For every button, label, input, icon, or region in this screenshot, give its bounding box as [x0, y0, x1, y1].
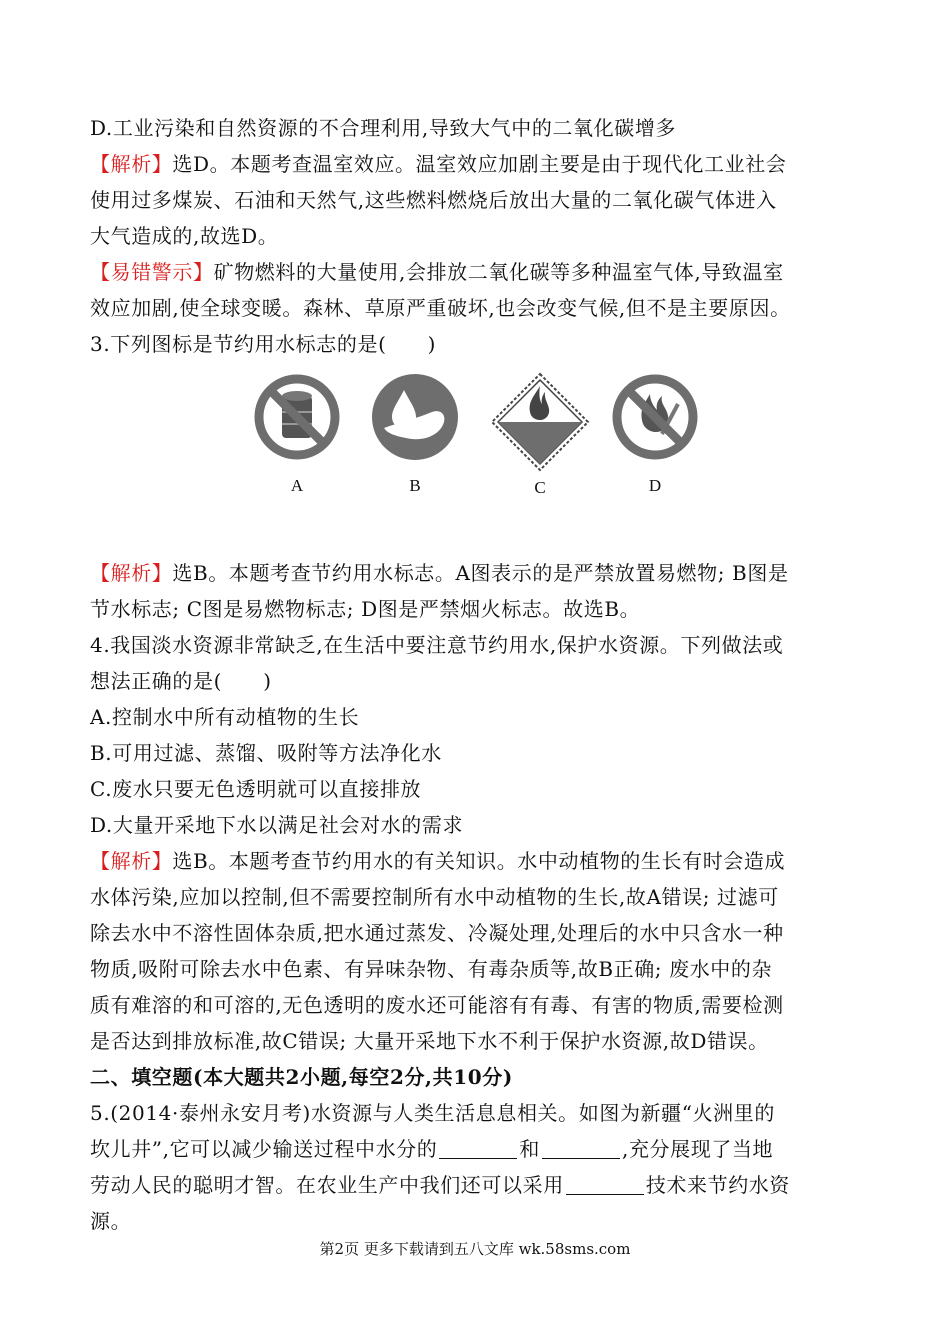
- q3-analysis-line: 【解析】选B。本题考查节约用水标志。A图表示的是严禁放置易燃物; B图是: [90, 561, 789, 585]
- answer-blank[interactable]: [439, 1136, 517, 1159]
- q4-option-a: A.控制水中所有动植物的生长: [90, 705, 360, 729]
- q5-line: 坎儿井”,它可以减少输送过程中水分的 和 ,充分展现了当地: [90, 1137, 774, 1161]
- icon-option-c: [480, 372, 600, 498]
- q5-line: 劳动人民的聪明才智。在农业生产中我们还可以采用 技术来节约水资: [90, 1173, 791, 1197]
- q2-option-d: D.工业污染和自然资源的不合理利用,导致大气中的二氧化碳增多: [90, 116, 677, 140]
- q4-analysis-line: 水体污染,应加以控制,但不需要控制所有水中动植物的生长,故A错误; 过滤可: [90, 885, 779, 909]
- icon-label-a: A: [290, 476, 304, 495]
- q2-analysis-line: 使用过多煤炭、石油和天然气,这些燃料燃烧后放出大量的二氧化碳气体进入: [90, 188, 777, 212]
- warning-tag: 【易错警示】: [90, 260, 214, 284]
- analysis-tag: 【解析】: [90, 849, 173, 873]
- q4-option-c: C.废水只要无色透明就可以直接排放: [90, 777, 422, 801]
- water-saving-icon: [370, 372, 460, 462]
- analysis-tag: 【解析】: [90, 152, 173, 176]
- q3-analysis-line: 节水标志; C图是易燃物标志; D图是严禁烟火标志。故选B。: [90, 597, 641, 621]
- icon-label-c: C: [534, 478, 546, 497]
- q2-warning-line: 效应加剧,使全球变暖。森林、草原严重破坏,也会改变气候,但不是主要原因。: [90, 296, 791, 320]
- q4-analysis-line: 是否达到排放标准,故C错误; 大量开采地下水不利于保护水资源,故D错误。: [90, 1029, 769, 1053]
- q4-question-line: 4.我国淡水资源非常缺乏,在生活中要注意节约用水,保护水资源。下列做法或: [90, 633, 784, 657]
- section-heading: 二、填空题(本大题共2小题,每空2分,共10分): [90, 1065, 513, 1089]
- q2-analysis-line: 大气造成的,故选D。: [90, 224, 279, 248]
- q3-question: 3.下列图标是节约用水标志的是( ): [90, 332, 437, 356]
- answer-blank[interactable]: [566, 1172, 644, 1195]
- q4-option-d: D.大量开采地下水以满足社会对水的需求: [90, 813, 464, 837]
- q4-analysis-line: 质有难溶的和可溶的,无色透明的废水还可能溶有有毒、有害的物质,需要检测: [90, 993, 784, 1017]
- q2-warning-line: 【易错警示】矿物燃料的大量使用,会排放二氧化碳等多种温室气体,导致温室: [90, 260, 784, 284]
- icon-option-b: [355, 372, 475, 496]
- icon-option-a: [237, 372, 357, 496]
- analysis-tag: 【解析】: [90, 561, 173, 585]
- q4-analysis-line: 【解析】选B。本题考查节约用水的有关知识。水中动植物的生长有时会造成: [90, 849, 786, 873]
- q4-analysis-line: 物质,吸附可除去水中色素、有异味杂物、有毒杂质等,故B正确; 废水中的杂: [90, 957, 773, 981]
- answer-blank[interactable]: [542, 1136, 620, 1159]
- q4-question-line: 想法正确的是( ): [90, 669, 272, 693]
- q4-analysis-line: 除去水中不溶性固体杂质,把水通过蒸发、冷凝处理,处理后的水中只含水一种: [90, 921, 784, 945]
- no-fire-icon: [610, 372, 700, 462]
- q4-option-b: B.可用过滤、蒸馏、吸附等方法净化水: [90, 741, 442, 765]
- q3-icon-row: [90, 372, 870, 537]
- q5-line: 源。: [90, 1209, 132, 1233]
- page-footer: 第2页 更多下载请到五八文库 wk.58sms.com: [319, 1240, 631, 1258]
- no-flammable-storage-icon: [252, 372, 342, 462]
- document-page: [90, 110, 870, 1239]
- icon-label-b: B: [409, 476, 421, 495]
- icon-option-d: [595, 372, 715, 496]
- q5-line: 5.(2014·泰州永安月考)水资源与人类生活息息相关。如图为新疆“火洲里的: [90, 1101, 775, 1125]
- icon-label-d: D: [648, 476, 662, 495]
- q2-analysis-line: 【解析】选D。本题考查温室效应。温室效应加剧主要是由于现代化工业社会: [90, 152, 787, 176]
- flammable-icon: [490, 372, 590, 472]
